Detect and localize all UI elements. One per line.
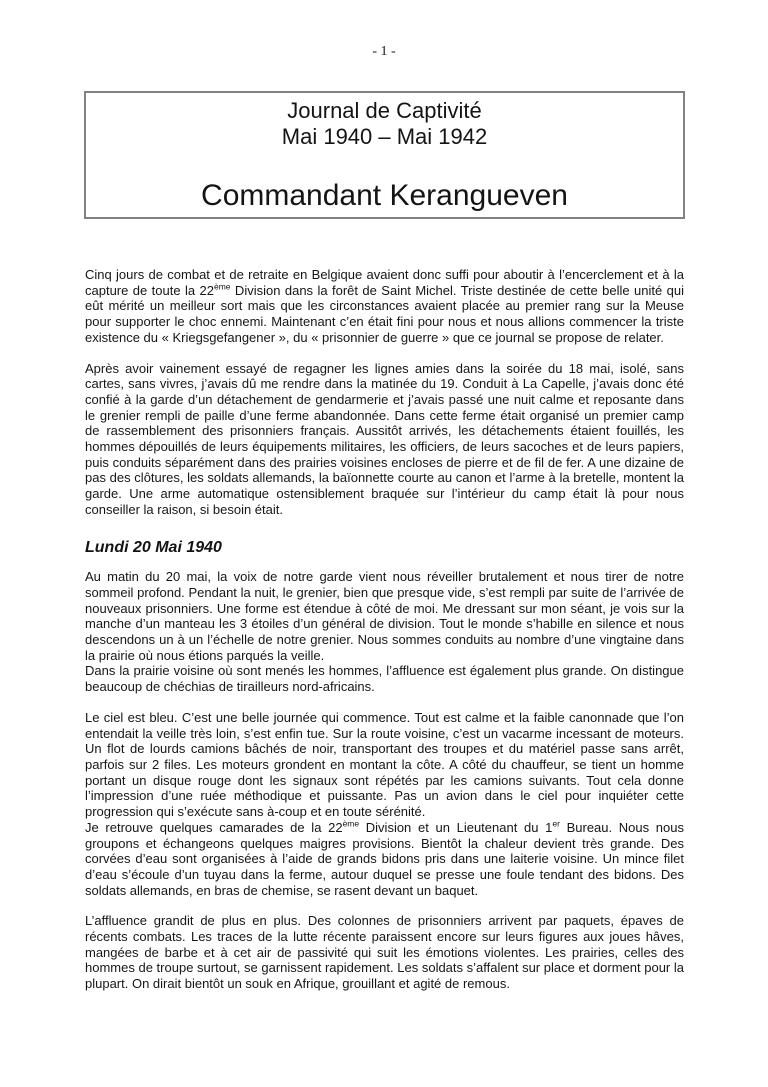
paragraph-intro-1	[85, 267, 684, 346]
section-heading-lundi-20-mai-1940: Lundi 20 Mai 1940	[85, 538, 222, 556]
paragraph-text: Division dans la forêt de Saint Michel. Triste destinée de cette belle unité qui eût mérité un meilleur sort mais que les circonstances avaient placée au premier rang sur la Meuse pour supporter le choc ennemi. Maintenant c’en était fini pour nous et nous allions commencer la triste existence du « Kriegsgefangener », du « prisonnier de guerre » que ce journal se propose de relater.	[85, 282, 684, 345]
paragraph-text: Au matin du 20 mai, la voix de notre garde vient nous réveiller brutalement et nous tirer de notre sommeil profond. Pendant la nuit, le grenier, bien que presque vide, s’est rempli par suite de l’arrivée de nouveaux prisonniers. Une forme est étendue à côté de moi. Me dressant sur mon séant, je vois sur la manche d’un manteau les 3 étoiles d’un général de division. Tout le monde s’habille en silence et nous descendons un à un l’échelle de notre grenier. Nous sommes conduits au nombre d’une vingtaine dans la prairie où nous étions parqués la veille.	[85, 569, 684, 663]
paragraph-entry-5	[85, 913, 684, 992]
title-box	[84, 91, 685, 219]
paragraph-text: Cinq jours de combat et de retraite en Belgique avaient donc suffi pour aboutir à l’encerclement et à la capture de toute la 22	[85, 267, 684, 298]
ordinal-superscript: ème	[213, 281, 231, 292]
ordinal-superscript: er	[552, 818, 560, 829]
paragraph-entry-1	[85, 569, 684, 663]
paragraph-entry-2	[85, 663, 684, 694]
paragraph-text: Après avoir vainement essayé de regagner les lignes amies dans la soirée du 18 mai, isolé, sans cartes, sans vivres, j’avais dû me rendre dans la matinée du 19. Conduit à La Capelle, j’avais donc été confié à la garde d’un détachement de gendarmerie et j’avais passé une nuit calme et reposante dans le grenier rempli de paille d’une ferme abandonnée. Dans cette ferme était organisé un premier camp de rassemblement des prisonniers français. Aussitôt arrivés, les détachements étaient fouillés, les hommes dépouillés de leurs équipements militaires, les officiers, de leurs sacoches et de leurs papiers, puis conduits séparément dans des prairies voisines encloses de pierre et de fil de fer. A une dizaine de pas des clôtures, les soldats allemands, la baïonnette courte au canon et l’arme à la bretelle, montent la garde. Une arme automatique ostensiblement braquée sur l’intérieur du camp était là pour nous conseiller la raison, si besoin était.	[85, 360, 684, 517]
paragraph-text: Division et un Lieutenant du 1	[359, 819, 553, 835]
paragraph-text: Bureau. Nous nous groupons et échangeons quelques maigres provisions. Bientôt la chaleur devient très grande. Des corvées d’eau sont organisées à l’aide de grands bidons pris dans une laiterie voisine. Un mince filet d’eau s’écoule d’un tuyau dans la ferme, autour duquel se presse une foule tendant des bidons. Des soldats allemands, en bras de chemise, se rasent devant un baquet.	[85, 819, 684, 898]
document-title: Journal de Captivité	[287, 98, 482, 123]
paragraph-text: Dans la prairie voisine où sont menés les hommes, l’affluence est également plus grande. On distingue beaucoup de chéchias de tirailleurs nord-africains.	[85, 663, 684, 695]
paragraph-text: L’affluence grandit de plus en plus. Des colonnes de prisonniers arrivent par paquets, épaves de récents combats. Les traces de la lutte récente paraissent encore sur leurs figures aux joues hâves, mangées de barbe et à cet air de passivité qui suit les émotions violentes. Les prairies, celles des hommes de troupe surtout, se garnissent rapidement. Les soldats s’affalent sur place et dorment pour la plupart. On dirait bientôt un souk en Afrique, grouillant et agité de remous.	[85, 913, 684, 992]
page-number: - 1 -	[372, 44, 396, 59]
document-author: Commandant Kerangueven	[201, 179, 568, 212]
ordinal-superscript: ème	[342, 818, 360, 829]
paragraph-entry-4	[85, 820, 684, 899]
paragraph-text: Je retrouve quelques camarades de la 22	[85, 819, 343, 835]
document-date-range: Mai 1940 – Mai 1942	[281, 124, 488, 149]
paragraph-entry-3	[85, 710, 684, 820]
document-body	[85, 267, 684, 992]
paragraph-text: Le ciel est bleu. C’est une belle journée qui commence. Tout est calme et la faible canonnade que l’on entendait la veille très loin, s’est enfin tue. Sur la route voisine, c’est un vacarme incessant de moteurs. Un flot de lourds camions bâchés de noir, transportant des troupes et du matériel passe sans arrêt, parfois sur 2 files. Les moteurs grondent en montant la côte. A côté du chauffeur, se tient un homme portant un disque rouge dont les signaux sont répétés par les camions suivants. Tout cela donne l’impression d’une ruée méthodique et puissante. Pas un avion dans le ciel pour inquiéter cette progression qui s’exécute sans à-coup et en toute sérénité.	[85, 709, 684, 820]
paragraph-intro-2	[85, 361, 684, 518]
